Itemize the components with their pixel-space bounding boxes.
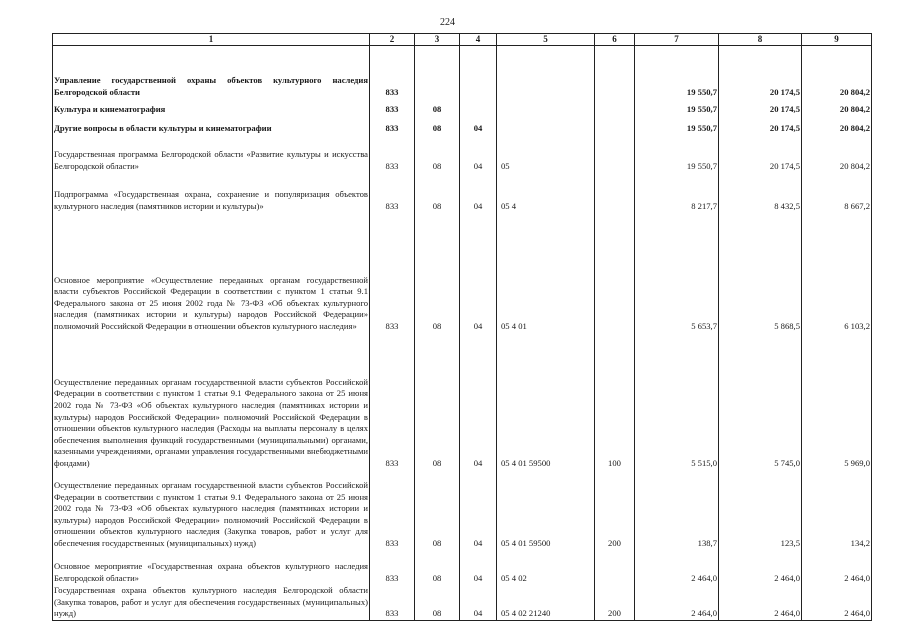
row-csr (497, 99, 595, 116)
row-value-col7: 5 515,0 (635, 333, 719, 470)
row-rz: 833 (370, 550, 415, 585)
row-value-col7: 19 550,7 (635, 135, 719, 173)
row-vr (595, 99, 635, 116)
row-ps: 04 (460, 585, 497, 621)
col-header-9: 9 (802, 34, 872, 46)
row-value-col9: 20 804,2 (802, 135, 872, 173)
budget-table (52, 33, 872, 621)
row-csr: 05 4 02 21240 (497, 585, 595, 621)
row-value-col8: 20 174,5 (719, 46, 802, 99)
row-value-col7: 138,7 (635, 470, 719, 550)
row-value-col8: 2 464,0 (719, 585, 802, 621)
table-row (53, 173, 872, 213)
row-name: Государственная охрана объектов культурного наследия Белгородской области (Закупка товаров, работ и услуг для обеспечения государственных (муниципальных) нужд) (53, 585, 370, 621)
row-value-col8: 5 745,0 (719, 333, 802, 470)
row-rz: 833 (370, 470, 415, 550)
table-row (53, 135, 872, 173)
row-value-col7: 2 464,0 (635, 550, 719, 585)
row-value-col7: 8 217,7 (635, 173, 719, 213)
row-csr: 05 4 01 (497, 213, 595, 333)
row-vr (595, 135, 635, 173)
col-header-1: 1 (53, 34, 370, 46)
row-vr (595, 116, 635, 135)
row-rz: 833 (370, 135, 415, 173)
row-rz: 833 (370, 585, 415, 621)
row-value-col9: 20 804,2 (802, 116, 872, 135)
table-row (53, 116, 872, 135)
row-value-col7: 19 550,7 (635, 116, 719, 135)
row-rz: 833 (370, 213, 415, 333)
row-pr: 08 (415, 135, 460, 173)
row-rz: 833 (370, 333, 415, 470)
col-header-7: 7 (635, 34, 719, 46)
col-header-5: 5 (497, 34, 595, 46)
row-value-col7: 2 464,0 (635, 585, 719, 621)
row-vr (595, 550, 635, 585)
row-value-col8: 20 174,5 (719, 116, 802, 135)
row-value-col7: 19 550,7 (635, 99, 719, 116)
row-name: Управление государственной охраны объектов культурного наследия Белгородской области (53, 46, 370, 99)
row-value-col9: 8 667,2 (802, 173, 872, 213)
row-pr: 08 (415, 213, 460, 333)
row-vr: 100 (595, 333, 635, 470)
table-row (53, 585, 872, 621)
col-header-4: 4 (460, 34, 497, 46)
row-vr (595, 213, 635, 333)
col-header-8: 8 (719, 34, 802, 46)
row-value-col9: 2 464,0 (802, 550, 872, 585)
row-pr (415, 46, 460, 99)
table-row (53, 99, 872, 116)
table-row (53, 550, 872, 585)
row-vr (595, 46, 635, 99)
row-csr (497, 46, 595, 99)
header-row (53, 34, 872, 46)
table-row (53, 46, 872, 99)
table-row (53, 470, 872, 550)
row-name: Основное мероприятие «Государственная охрана объектов культурного наследия Белгородской области» (53, 550, 370, 585)
row-pr: 08 (415, 173, 460, 213)
table-row (53, 333, 872, 470)
col-header-3: 3 (415, 34, 460, 46)
row-name: Государственная программа Белгородской области «Развитие культуры и искусства Белгородской области» (53, 135, 370, 173)
table-row (53, 213, 872, 333)
row-value-col9: 2 464,0 (802, 585, 872, 621)
row-csr: 05 (497, 135, 595, 173)
row-ps: 04 (460, 470, 497, 550)
row-value-col8: 20 174,5 (719, 99, 802, 116)
page-number: 224 (440, 17, 455, 28)
row-pr: 08 (415, 470, 460, 550)
row-name: Осуществление переданных органам государственной власти субъектов Российской Федерации в соответствии с пунктом 1 статьи 9.1 Федерального закона от 25 июня 2002 года № 73-ФЗ «Об объектах культурного наследия (памятниках истории и культуры) народов Российской Федерации» полномочий Российской Федерации в отношении объектов культурного наследия (Закупка товаров, работ и услуг для обеспечения государственных (муниципальных) нужд) (53, 470, 370, 550)
row-name: Подпрограмма «Государственная охрана, сохранение и популяризация объектов культурного наследия (памятников истории и культуры)» (53, 173, 370, 213)
row-value-col7: 5 653,7 (635, 213, 719, 333)
row-ps: 04 (460, 116, 497, 135)
row-ps: 04 (460, 213, 497, 333)
row-value-col8: 2 464,0 (719, 550, 802, 585)
row-ps: 04 (460, 173, 497, 213)
row-csr: 05 4 01 59500 (497, 470, 595, 550)
row-rz: 833 (370, 99, 415, 116)
row-value-col7: 19 550,7 (635, 46, 719, 99)
row-ps: 04 (460, 333, 497, 470)
col-header-2: 2 (370, 34, 415, 46)
row-value-col8: 20 174,5 (719, 135, 802, 173)
row-name: Осуществление переданных органам государственной власти субъектов Российской Федерации в соответствии с пунктом 1 статьи 9.1 Федерального закона от 25 июня 2002 года № 73-ФЗ «Об объектах культурного наследия (памятниках истории и культуры) народов Российской Федерации» полномочий Российской Федерации в отношении объектов культурного наследия (Расходы на выплаты персоналу в целях обеспечения выполнения функций государственными (муниципальными) органами, казенными учреждениями, органами управления государственными внебюджетными фондами) (53, 333, 370, 470)
row-value-col9: 20 804,2 (802, 46, 872, 99)
row-name: Другие вопросы в области культуры и кинематографии (53, 116, 370, 135)
row-vr: 200 (595, 470, 635, 550)
row-ps (460, 99, 497, 116)
row-rz: 833 (370, 116, 415, 135)
row-rz: 833 (370, 46, 415, 99)
row-rz: 833 (370, 173, 415, 213)
row-pr: 08 (415, 333, 460, 470)
row-ps: 04 (460, 135, 497, 173)
row-ps (460, 46, 497, 99)
row-name: Культура и кинематография (53, 99, 370, 116)
row-value-col9: 134,2 (802, 470, 872, 550)
row-value-col9: 6 103,2 (802, 213, 872, 333)
row-name: Основное мероприятие «Осуществление переданных органам государственной власти субъектов Российской Федерации в соответствии с пунктом 1 статьи 9.1 Федерального закона от 25 июня 2002 года № 73-ФЗ «Об объектах культурного наследия (памятниках истории и культуры) народов Российской Федерации» полномочий Российской Федерации в отношении объектов культурного наследия» (53, 213, 370, 333)
row-value-col8: 5 868,5 (719, 213, 802, 333)
row-csr: 05 4 02 (497, 550, 595, 585)
row-pr: 08 (415, 116, 460, 135)
row-csr (497, 116, 595, 135)
row-value-col9: 20 804,2 (802, 99, 872, 116)
col-header-6: 6 (595, 34, 635, 46)
row-pr: 08 (415, 99, 460, 116)
row-pr: 08 (415, 550, 460, 585)
row-pr: 08 (415, 585, 460, 621)
row-vr: 200 (595, 585, 635, 621)
row-value-col9: 5 969,0 (802, 333, 872, 470)
row-csr: 05 4 (497, 173, 595, 213)
row-vr (595, 173, 635, 213)
row-value-col8: 123,5 (719, 470, 802, 550)
row-csr: 05 4 01 59500 (497, 333, 595, 470)
row-value-col8: 8 432,5 (719, 173, 802, 213)
row-ps: 04 (460, 550, 497, 585)
